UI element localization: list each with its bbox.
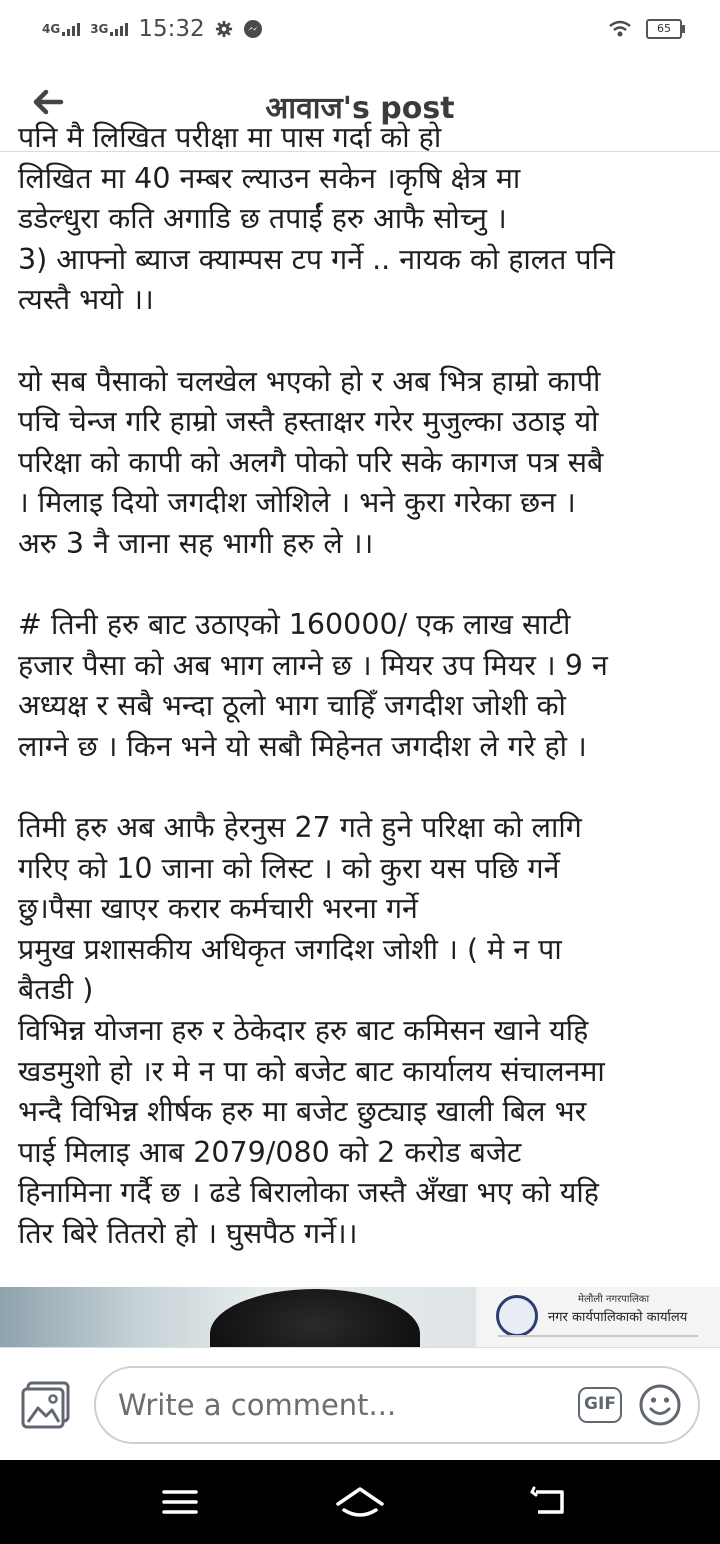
document-heading: नगर कार्यपालिकाको कार्यालय [548,1310,688,1325]
back-nav-icon[interactable] [518,1480,578,1524]
post-text-line: यो सब पैसाको चलखेल भएको हो र अब भित्र हाम्रो कापी [18,364,601,398]
post-text [18,118,704,1295]
document-heading-small: मेलौली नगरपालिका [578,1294,650,1305]
post-text-line: लाग्ने छ । किन भने यो सबौ मिहेनत जगदीश ले गरे हो । [18,729,587,763]
post-text-line: तिर बिरे तितरो हो । घुसपैठ गर्ने।। [18,1217,358,1251]
menu-icon[interactable] [150,1480,210,1524]
post-text-line: अरु 3 नै जाना सह भागी हरु ले ।। [18,526,374,560]
battery-indicator: 65 [646,19,682,39]
post-text-line: डडेल्धुरा कति अगाडि छ तपाईं हरु आफै सोच्नु । [18,202,507,236]
post-text-line: हिनामिना गर्दै छ । ढडे बिरालोका जस्तै अँखा भए को यहि [18,1176,599,1210]
post-paragraph [18,362,704,565]
gif-button[interactable]: GIF [578,1387,622,1423]
post-paragraph [18,605,704,767]
network-type-1: 4G [42,22,61,36]
post-text-line: । मिलाइ दियो जगदीश जोशिले । भने कुरा गरेका छन । [18,486,576,520]
post-paragraph [18,808,704,1255]
status-left [42,16,263,42]
post-text-line: त्यस्तै भयो ।। [18,283,154,317]
network-indicator-2 [90,22,128,36]
comment-input[interactable] [94,1366,700,1444]
government-seal-icon [496,1295,538,1337]
post-text-line: लिखित मा 40 नम्बर ल्याउन सकेन ।कृषि क्षेत्र मा [18,161,521,195]
smiley-icon[interactable] [637,1382,683,1428]
network-type-2: 3G [90,22,109,36]
post-text-line: छु।पैसा खाएर करार कर्मचारी भरना गर्ने [18,892,418,926]
post-text-line: हजार पैसा को अब भाग लाग्ने छ । मियर उप मियर । 9 न [18,648,608,682]
wifi-icon [608,20,632,38]
status-time: 15:32 [138,16,205,42]
post-paragraph [18,118,704,321]
post-text-line: गरिए को 10 जाना को लिस्ट । को कुरा यस पछि गर्ने [18,851,560,885]
status-bar [0,0,720,58]
attached-photo[interactable] [0,1287,476,1347]
comment-placeholder: Write a comment... [118,1388,397,1422]
post-text-line: 3) आफ्नो ब्याज क्याम्पस टप गर्ने .. नायक को हालत पनि [18,242,615,276]
signal-bars-icon [110,22,128,36]
post-text-line: परिक्षा को कापी को अलगै पोको परि सके कागज पत्र सबै [18,445,604,479]
post-text-line: पाई मिलाइ आब 2079/080 को 2 करोड बजेट [18,1135,522,1169]
post-text-line: अध्यक्ष र सबै भन्दा ठूलो भाग चाहिँ जगदीश जोशी को [18,689,566,723]
messenger-icon [243,19,263,39]
post-text-line: पचि चेन्ज गरि हाम्रो जस्तै हस्ताक्षर गरेर मुजुल्का उठाइ यो [18,405,599,439]
post-text-line: बैतडी ) [18,973,94,1007]
gear-icon [215,20,233,38]
network-indicator-1 [42,22,80,36]
photo-icon[interactable] [20,1380,72,1430]
post-text-line: विभिन्न योजना हरु र ठेकेदार हरु बाट कमिसन खाने यहि [18,1014,589,1048]
signal-bars-icon [62,22,80,36]
post-body[interactable] [0,121,720,1287]
post-text-line: खडमुशो हो ।र मे न पा को बजेट बाट कार्यालय संचालनमा [18,1054,605,1088]
home-icon[interactable] [330,1480,390,1524]
attached-document-photo[interactable] [478,1287,720,1347]
post-text-line: पनि मै लिखित परीक्षा मा पास गर्दा को हो [18,121,442,154]
post-text-line: प्रमुख प्रशासकीय अधिकृत जगदिश जोशी । ( मे न पा [18,932,562,966]
page-title: आवाज's post [265,91,455,126]
post-text-line: भन्दै विभिन्न शीर्षक हरु मा बजेट छुट्याइ खाली बिल भर [18,1095,587,1129]
attached-images[interactable] [0,1287,720,1347]
document-divider [498,1335,698,1337]
system-nav-bar [0,1460,720,1544]
post-text-line: तिमी हरु अब आफै हेरनुस 27 गते हुने परिक्षा को लागि [18,811,582,845]
post-text-line: # तिनी हरु बाट उठाएको 160000/ एक लाख साटी [18,608,571,642]
comment-bar [0,1347,720,1460]
status-right [608,19,682,39]
